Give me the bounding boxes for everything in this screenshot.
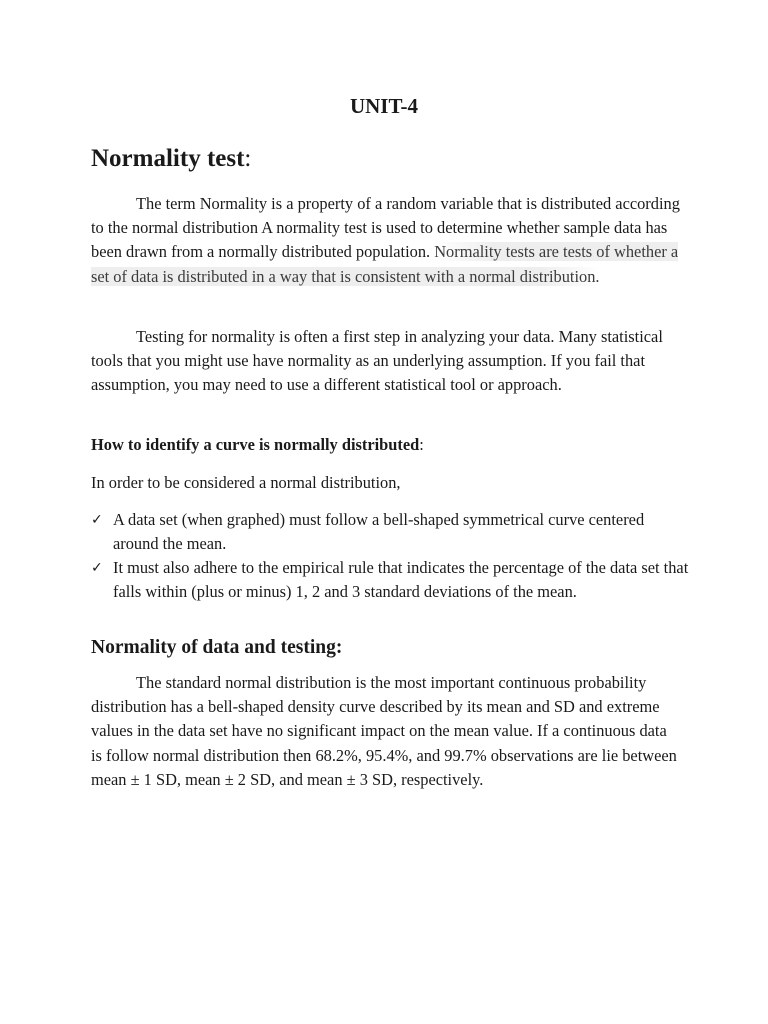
list-item [91,508,691,556]
main-heading [91,142,251,176]
paragraph-1-text: The term Normality is a property of a random variable that is distributed according to the normal distribution A normality test is used to determine whether sample data has been drawn from a normally distributed population. [91,194,680,262]
section-heading-normality-of-data: Normality of data and testing: [91,637,343,658]
subheading-identify-curve [91,433,424,457]
intro-line: In order to be considered a normal distribution, [91,473,401,492]
checklist [91,508,691,604]
check-icon: ✓ [91,512,103,528]
unit-title: UNIT-4 [349,94,419,118]
paragraph-normality-definition [91,192,681,289]
paragraph-testing-for-normality [91,325,681,398]
paragraph-standard-normal-distribution [91,671,681,792]
paragraph-1-highlighted-text: Normality tests are tests of whether a set of data is distributed in a way that is consistent with a normal distribution. [91,242,679,286]
main-heading-text: Normality test [91,145,245,172]
list-item [91,556,691,604]
paragraph-3-text: The standard normal distribution is the most important continuous probability distribution has a bell-shaped density curve described by its mean and SD and extreme values in the data set have no significant impact on the mean value. If a continuous data is follow normal distribution then 68.2%, 95.4%, and 99.7% observations are lie between mean ± 1 SD, mean ± 2 SD, and mean ± 3 SD, respectively. [91,673,677,789]
list-item-text: A data set (when graphed) must follow a bell-shaped symmetrical curve centered around the mean. [113,510,645,553]
subheading-bold-text: How to identify a curve is normally distributed [91,435,420,454]
list-item-text: It must also adhere to the empirical rule that indicates the percentage of the data set that falls within (plus or minus) 1, 2 and 3 standard deviations of the mean. [113,558,689,601]
subheading-colon: : [419,435,424,454]
check-icon: ✓ [91,560,103,576]
main-heading-colon: : [244,145,252,172]
paragraph-2-text: Testing for normality is often a first step in analyzing your data. Many statistical tools that you might use have normality as an underlying assumption. If you fail that assumption, you may need to use a different statistical tool or approach. [91,327,663,395]
